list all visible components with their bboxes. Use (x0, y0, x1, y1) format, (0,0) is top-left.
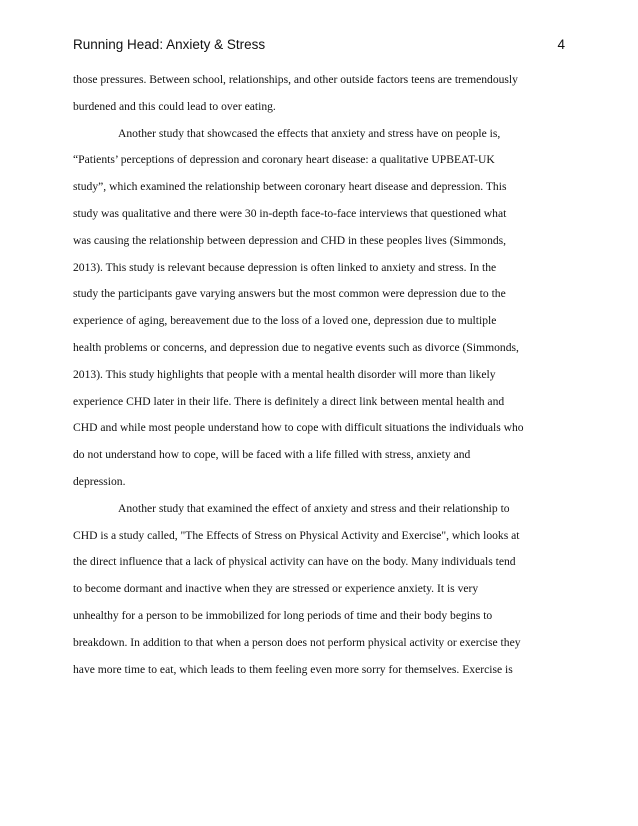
text-line: 2013). This study highlights that people with a mental health disorder will more than likely (73, 367, 496, 381)
text-line: those pressures. Between school, relationships, and other outside factors teens are tremendously (73, 73, 518, 86)
text-line: “Patients’ perceptions of depression and coronary heart disease: a qualitative UPBEAT-UK (73, 153, 495, 167)
running-head-title: Running Head: Anxiety & Stress (73, 37, 266, 52)
text-line: unhealthy for a person to be immobilized for long periods of time and their body begins to (73, 608, 493, 622)
document-body (73, 67, 573, 683)
text-line: burdened and this could lead to over eating. (73, 99, 276, 113)
text-line: 2013). This study is relevant because depression is often linked to anxiety and stress. In the (73, 260, 497, 274)
text-line: the direct influence that a lack of physical activity can have on the body. Many individuals tend (73, 555, 516, 569)
text-line: study was qualitative and there were 30 in-depth face-to-face interviews that questioned what (73, 206, 507, 220)
text-line: health problems or concerns, and depression due to negative events such as divorce (Simmonds, (73, 340, 519, 354)
page-number: 4 (557, 37, 565, 52)
text-line: study”, which examined the relationship between coronary heart disease and depression. This (73, 180, 507, 194)
running-header (73, 37, 565, 57)
text-line: to become dormant and inactive when they are stressed or experience anxiety. It is very (73, 582, 479, 596)
text-line: Another study that examined the effect of anxiety and stress and their relationship to (118, 501, 510, 515)
text-line: breakdown. In addition to that when a person does not perform physical activity or exercise they (73, 635, 521, 649)
text-line: study the participants gave varying answers but the most common were depression due to the (73, 287, 506, 301)
text-line: CHD and while most people understand how to cope with difficult situations the individuals who (73, 421, 524, 435)
text-line: depression. (73, 474, 126, 488)
text-line: have more time to eat, which leads to them feeling even more sorry for themselves. Exercise is (73, 662, 513, 676)
text-line: Another study that showcased the effects that anxiety and stress have on people is, (118, 126, 501, 140)
text-line: was causing the relationship between depression and CHD in these peoples lives (Simmonds, (73, 233, 507, 247)
text-line: experience CHD later in their life. There is definitely a direct link between mental health and (73, 394, 505, 408)
text-line: do not understand how to cope, will be faced with a life filled with stress, anxiety and (73, 448, 471, 462)
text-line: experience of aging, bereavement due to the loss of a loved one, depression due to multiple (73, 314, 497, 328)
text-line: CHD is a study called, "The Effects of Stress on Physical Activity and Exercise", which looks at (73, 528, 520, 542)
